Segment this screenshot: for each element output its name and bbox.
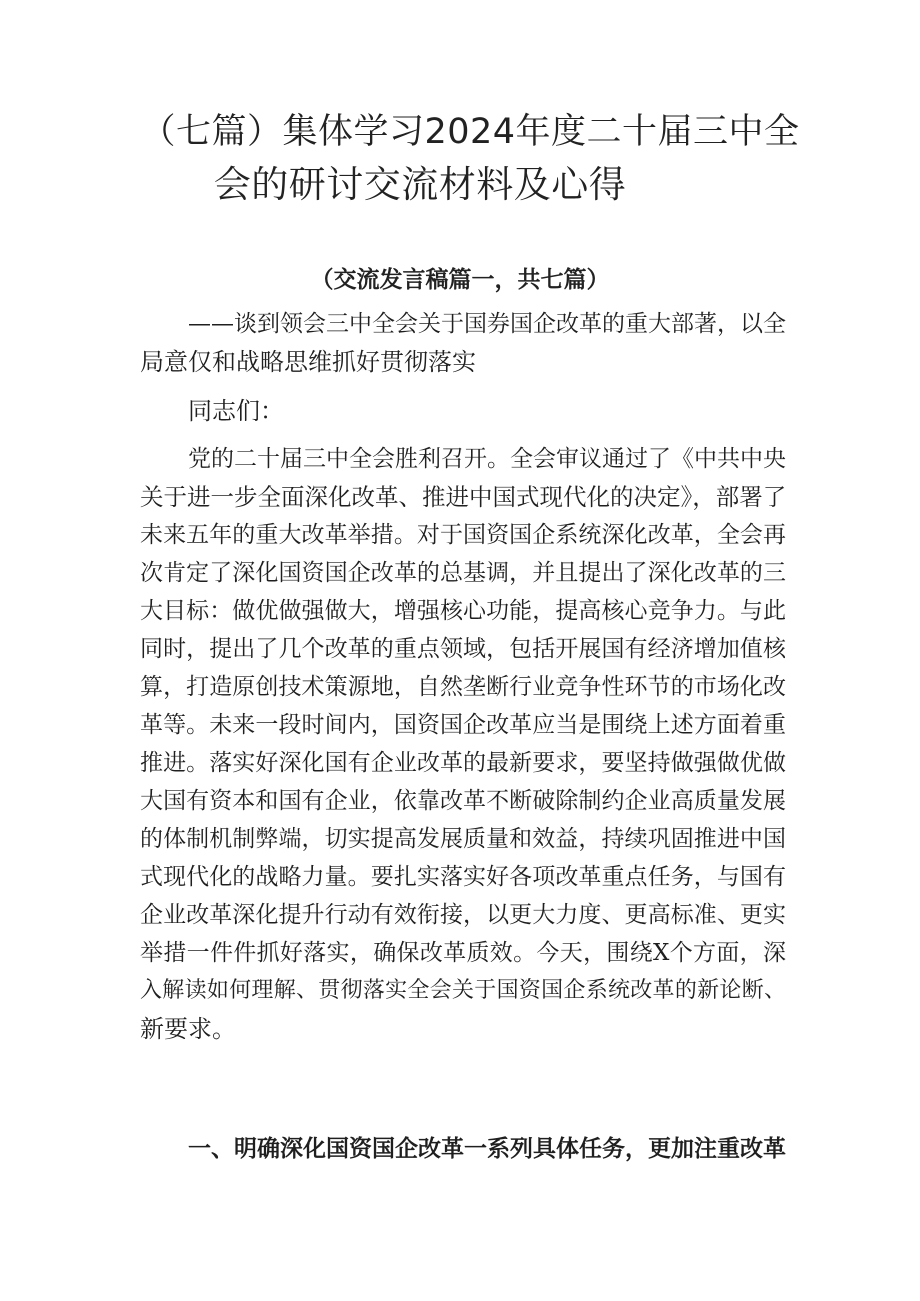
body-line: 次肯定了深化国资国企改革的总基调，并且提出了深化改革的三 [140, 560, 786, 586]
body-line: 革等。未来一段时间内，国资国企改革应当是围绕上述方面着重 [140, 712, 786, 738]
lead-line-2: 局意仅和战略思维抓好贯彻落实 [140, 348, 476, 376]
body-line: 算，打造原创技术策源地，自然垄断行业竞争性环节的市场化改 [140, 674, 786, 700]
body-line: 大国有资本和国有企业，依靠改革不断破除制约企业高质量发展 [140, 788, 786, 814]
body-line: 企业改革深化提升行动有效衔接，以更大力度、更高标准、更实 [140, 902, 786, 928]
body-line: 党的二十届三中全会胜利召开。全会审议通过了《中共中央 [188, 446, 786, 472]
greeting: 同志们： [188, 397, 284, 425]
body-line: 推进。落实好深化国有企业改革的最新要求，要坚持做强做优做 [140, 750, 786, 776]
document-title-line-1: （七篇）集体学习2024年度二十届三中全 [140, 112, 800, 152]
lead-line-1: ——谈到领会三中全会关于国券国企改革的重大部著，以全 [188, 311, 786, 337]
body-line: 的体制机制弊端，切实提高发展质量和效益，持续巩固推进中国 [140, 826, 786, 852]
body-line: 入解读如何理解、贯彻落实全会关于国资国企系统改革的新论断、 [140, 978, 786, 1003]
document-title-line-2: 会的研讨交流材料及心得 [213, 163, 627, 206]
body-line: 未来五年的重大改革举措。对于国资国企系统深化改革，全会再 [140, 522, 786, 548]
body-line: 大目标：做优做强做大，增强核心功能，提高核心竞争力。与此 [140, 598, 786, 624]
body-line: 同时，提出了几个改革的重点领域，包括开展国有经济增加值核 [140, 636, 786, 662]
section-heading: 一、明确深化国资国企改革一系列具体任务，更加注重改革 [188, 1136, 786, 1162]
body-line: 式现代化的战略力量。要扎实落实好各项改革重点任务，与国有 [140, 864, 786, 890]
body-line: 关于进一步全面深化改革、推进中国式现代化的决定》，部署了 [140, 483, 787, 511]
body-line: 新要求。 [140, 1015, 236, 1043]
body-line: 举措一件件抓好落实，确保改革质效。今天，围绕X个方面，深 [140, 940, 786, 966]
speech-subtitle: （交流发言稿篇一，共七篇） [310, 267, 610, 293]
